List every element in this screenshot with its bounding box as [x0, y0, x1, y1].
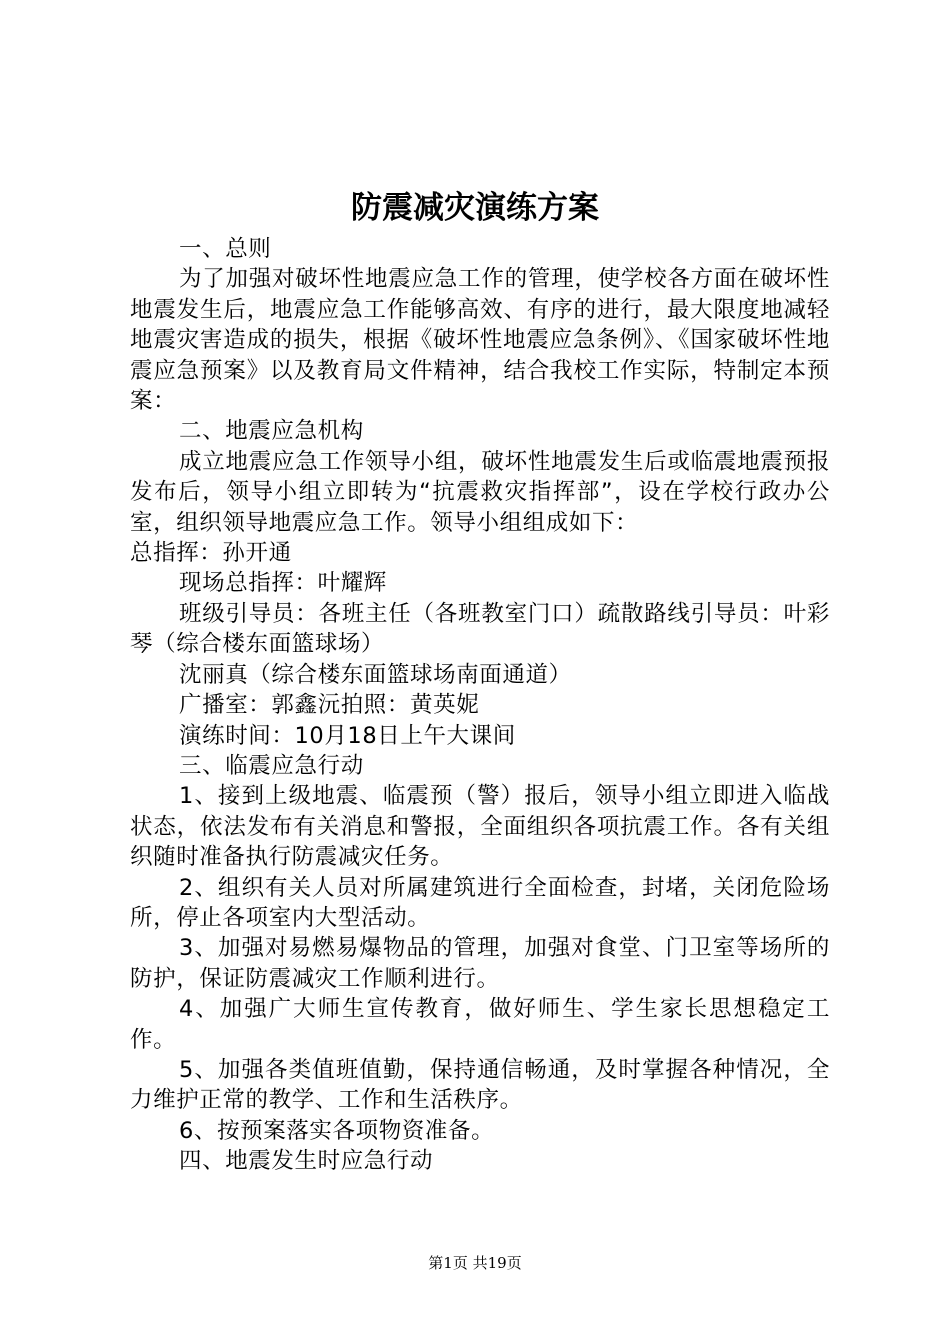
list-item: 4、加强广大师生宣传教育，做好师生、学生家长思想稳定工作。: [130, 996, 830, 1053]
document-title: 防震减灾演练方案: [351, 190, 599, 226]
document-body: [130, 234, 830, 1177]
section-heading: 一、总则: [179, 236, 272, 262]
list-item: 2、组织有关人员对所属建筑进行全面检查，封堵，关闭危险场所，停止各项室内大型活动。: [130, 874, 830, 931]
list-item: 6、按预案落实各项物资准备。: [179, 1117, 495, 1144]
section-heading: 二、地震应急机构: [179, 418, 364, 445]
paragraph: 成立地震应急工作领导小组，破坏性地震发生后或临震地震预报发布后，领导小组立即转为“抗震救灾指挥部”，设在学校行政办公室，组织领导地震应急工作。领导小组组成如下：: [130, 448, 830, 536]
section-heading: 三、临震应急行动: [179, 752, 364, 779]
paragraph: 演练时间：10月18日上午大课间: [179, 722, 516, 749]
paragraph: 广播室：郭鑫沅拍照：黄英妮: [179, 692, 480, 719]
paragraph: 沈丽真（综合楼东面篮球场南面通道）: [179, 661, 572, 688]
paragraph: 总指挥：孙开通: [130, 540, 292, 567]
page-number: 第1页 共19页: [428, 1254, 522, 1272]
list-item: 3、加强对易燃易爆物品的管理，加强对食堂、门卫室等场所的防护，保证防震减灾工作顺利进行。: [130, 935, 830, 992]
list-item: 5、加强各类值班值勤，保持通信畅通，及时掌握各种情况，全力维护正常的教学、工作和生活秩序。: [130, 1056, 830, 1114]
paragraph: 为了加强对破坏性地震应急工作的管理，使学校各方面在破坏性地震发生后，地震应急工作能够高效、有序的进行，最大限度地减轻地震灾害造成的损失，根据《破坏性地震应急条例》、《国家破坏性地震应急预案》以及教育局文件精神，结合我校工作实际，特制定本预案：: [130, 266, 830, 415]
paragraph: 现场总指挥：叶耀辉: [179, 570, 387, 597]
list-item: 1、接到上级地震、临震预（警）报后，领导小组立即进入临战状态，依法发布有关消息和警报，全面组织各项抗震工作。各有关组织随时准备执行防震减灾任务。: [130, 783, 830, 871]
paragraph: 班级引导员：各班主任（各班教室门口）疏散路线引导员：叶彩琴（综合楼东面篮球场）: [130, 600, 830, 658]
section-heading: 四、地震发生时应急行动: [179, 1148, 434, 1175]
